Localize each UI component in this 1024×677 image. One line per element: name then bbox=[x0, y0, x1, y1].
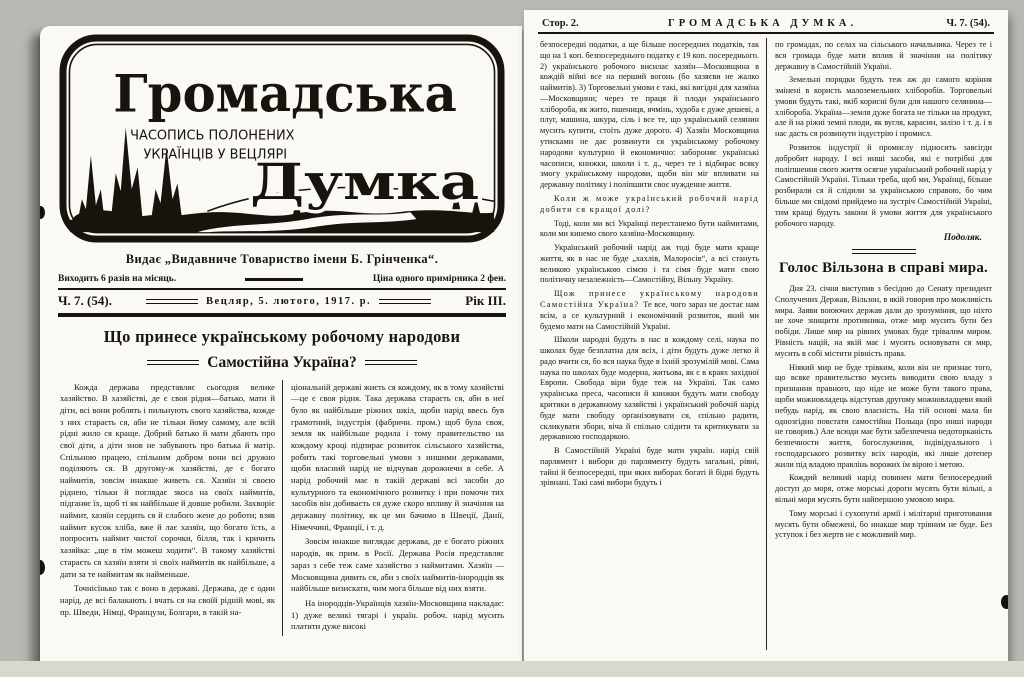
frequency-label: Виходить 6 разів на місяць. bbox=[58, 274, 177, 285]
masthead-illustration bbox=[58, 34, 506, 245]
article-separator bbox=[852, 249, 916, 254]
issue-info-row bbox=[58, 274, 506, 288]
article2-title: Голос Вільзона в справі мира. bbox=[779, 259, 988, 276]
dateline: Вецляр, 5. лютого, 1917. р. bbox=[138, 296, 439, 307]
masthead-title-word1: Громадська bbox=[113, 63, 457, 125]
publisher-line: Видає „Видавниче Товариство імени Б. Грінченка“. bbox=[125, 252, 439, 267]
paragraph: Точнісїнько так є воно в державі. Держава, де є один нарід, де всі балакають і вчать ся на своїй рідній мові, як пр. Шведи, Німці, Французи, Болгари, в такій на- bbox=[60, 583, 275, 617]
author-signature: Подоляк. bbox=[943, 233, 982, 244]
paragraph: Ніякий мир не буде трівким, коли він не признає того, що всяке правительство мусить виводити свою владу з признання правного, що ніде не може бути такого права, щоби можновладець відступав другому можновладцеви який небудь нарід, як свою власність. На тій основі мала би однозгідно повстати самостійна Польща (про инші народи не говорив.) Але всюди має бути забезпечена недоторканість безпечности життя, богослуження, індівідуального і господарського розвитку всіх народів, які лише дотепер жили під владою правлінь ворожих їм вірою і метою. bbox=[775, 362, 992, 469]
paragraph: Український робочий нарід аж тоді буде мати краще життя, як в нас не буде „хахлів, Малоросів“, а всі стануть великою українською сімєю і та сімя буде мати свою політичну незалежність—Самостійну, Вільну Україну. bbox=[540, 243, 759, 285]
newspaper-page-1 bbox=[40, 26, 522, 663]
page2-column-1 bbox=[538, 38, 766, 650]
paragraph: Коли ж може український робочий нарід добити ся кращої долі? bbox=[540, 193, 759, 214]
paragraph: безпосередні податки, а ще більше посередних податків, так що на 1 коп. безпосереднього податку є 19 коп. посереднього. 2) українського робочого висилає хазяїн—Московщина в кождій війні все на перший вогонь (бо хазяєви не жалко наймитів). 3) Торговельні умови є такі, які вигідні для хазяїна—Московщини; через те праця й плоди українського хлібороба, як жито, пшениця, ячмінь, худоба є дуже дешеві, а плуг, машина, шкура, сіль і все те, що український селянин мусить купити, стоїть дуже дорого. 4) Хазяїн Московщина утисками не дає розвинути ся українському робочому народови культурно й економично: забороняє українські часописи, книжки, школи і т. д., через те і відбирає всяку змогу українському народови, щоби він міг впливати на державну політику і поліпшити своє нужденне життя. bbox=[540, 40, 759, 190]
paragraph: Зовсім инакше виглядає держава, де є богато ріжних народів, як прим. в Росії. Держава Росія представляє зараз з себе теж саме хазяйство з наймитами. Хазяїн — Московщина дивить ся, аби з своїх наймитів-інородців як найбільше визискати, чим мога більше від них взяти. bbox=[291, 536, 504, 594]
emphasized-lead: Щож принесе українському народови Самостійна Україна? bbox=[540, 289, 759, 309]
issue-number-label: Ч. 7. (54). bbox=[946, 18, 990, 29]
paragraph: На інородців-Українців хазяїн-Московщина накладає: 1) дуже великі тягарі і україн. робоч. нарід мусить платити дуже високі bbox=[291, 597, 504, 632]
ink-smudge bbox=[40, 206, 45, 219]
scanner-bed-strip bbox=[0, 661, 1024, 677]
page1-columns bbox=[58, 380, 506, 636]
paragraph: Кождий великий нарід повинен мати безпосередний доступ до моря, отже морські дороги мусять бути вільні, а вільні моря мусять бути найпершою умовою мира. bbox=[775, 473, 992, 504]
article2-body bbox=[775, 284, 992, 541]
decorative-dash bbox=[146, 299, 198, 304]
paragraph: Тоді, коли ми всі Українці перестанемо бути наймитами, коли ми кинемо свого хазяїна-Московщину. bbox=[540, 218, 759, 239]
issue-number: Ч. 7. (54). bbox=[58, 293, 112, 309]
ink-smudge bbox=[40, 560, 45, 575]
horizontal-rule-heavy bbox=[58, 313, 506, 317]
page1-column-2 bbox=[282, 380, 506, 636]
paragraph: Школи народні будуть в нас в кождому селі, наука по школах буде безплатна для всіх, і діти будуть дуже легко й радо вчити ся, бо вся наука буде в їхній зрозумілій мові. Сама наука по школах буде модерна, житьова, як є в краях західної Европи. Свобода віри буде теж на Україні. Так само українська преса, часописи й книжки будуть мати свободу критики в державному хазяйстві і український робочій нарід буде мати свободу орґанізовувати ся, спільно радити, скликувати збори, віча й спільно слідити та критикувати за державною господаркою. bbox=[540, 335, 759, 442]
price-label: Ціна одного примірника 2 фен. bbox=[372, 274, 506, 285]
article1-title-line1: Що принесе українському робочому народови bbox=[103, 326, 461, 346]
masthead-title-word2: Думка bbox=[250, 152, 480, 212]
masthead-subtitle-line2: УКРАЇНЦІВ У ВЕЦЛЯРІ bbox=[143, 147, 288, 163]
decorative-dash bbox=[147, 360, 199, 365]
paragraph: Тому морські і сухопутні армії і мілітарні приготовання мусять бути обмежені, бо инакше мир трівним не буде. Без уступок і без жертв не є можливий мир. bbox=[775, 508, 992, 540]
paragraph: Кожда держава представляє сьогодня велике хазяйство. В хазяйстві, де є своя рідня—батько, мати й діти, всі вони роблять і пильнують свого хазяйства, кожде з них стараєть ся, аби не тільки йому самому, але всій рідні жило ся краще. Добрий батько й мати дбають про свої діти, а діти знов не забувають про батька й матір. Спільною працею, спільним добром вони всі дружно поділяють ся. В другому-ж хазяйстві, де є богато наймитів, зовсім инакше живеть ся. Хазяїн зі своєю ріднею, тільки й поглядає зкоса на своїх наймитів, підганяє їх, щоб ті як найбільше й довше робили. Захворіє наймит, хазяїн сердить ся й слабого жене до роботи; взяв наймит кусок хліба, вже й лає хазяїн, що богато їсть, а попросить наймит чистої сорочки, білля, так і кричить хазяйка: „ще в тім можеш ходити“. В такому хазяйстві стараєть ся хазяїн взяти зі своїх наймитів як найбільше, а дати за те наймитам як найменьше. bbox=[60, 381, 275, 579]
paper-name-label: ГРОМАДСЬКА ДУМКА. bbox=[668, 18, 858, 29]
paragraph: Розвиток індустрії й промислу підносить завсігди добробит народу. І всі инші засоби, які є потрібні для поліпшення свого життя осягне український робочий нарід у Самостійній Україні. Тільки треба, щоб ми, Українці, більше розбирали ся й слідили за українською справою, бо чим більше ми свідомі прийдемо на зустріч Самостійній Україні, тим кращі будуть закони й умови життя для українського робочого народу. bbox=[775, 143, 992, 228]
paragraph: по громадах, по селах на сільського начальника. Через те і вся громада буде мати вплив й значіння на політику державну в Самостійній Україні. bbox=[775, 40, 992, 71]
paragraph: Щож принесе українському народови Самостійна Україна? Те все, чого зараз не достає нам всім, а се культурний і економічний розвиток, який ми будемо мати на Самостійній Україні. bbox=[540, 289, 760, 331]
page2-column-2 bbox=[766, 38, 994, 650]
page2-columns bbox=[538, 38, 994, 650]
article1-ending bbox=[775, 40, 992, 229]
volume-label: Рік III. bbox=[465, 293, 506, 309]
page1-column-1 bbox=[58, 380, 282, 636]
horizontal-rule bbox=[538, 32, 994, 34]
newspaper-page-2 bbox=[524, 10, 1008, 663]
ink-smudge bbox=[1001, 595, 1008, 609]
paragraph: Дня 23. січня виступив з бесідою до Сенату президент Сполучених Держав, Вільзон, в якій говорив про можливість мира. Заяви воюючих держав дали до зрозуміння, що ніхто не хоче знищити противника, отже мир мусить бути без побіди. Лише мир на рівних умовах буде трівалим миром. Рівність націй, на якій має і мусить основувати ся мир, мусить в собі містити рівність права. bbox=[775, 284, 992, 358]
dateline-row bbox=[58, 290, 506, 312]
article1-title-line2: Самостійна Україна? bbox=[58, 354, 506, 372]
page-number-label: Стор. 2. bbox=[542, 18, 579, 29]
decorative-rule bbox=[245, 278, 303, 281]
paragraph: В Самостійній Україні буде мати україн. нарід свій парлямент і вибори до парляменту будуть загальні, рівні, тайні й безпосередні, при яких виборах богаті й бідні будуть зрівнані. Такі самі вибори будуть і bbox=[540, 446, 759, 488]
decorative-dash bbox=[379, 299, 431, 304]
decorative-dash bbox=[365, 360, 417, 365]
paragraph: ціональній державі жиєть ся кождому, як в тому хазяйстві—це є своя рідня. Така держава стараєть ся, аби в неї було як найбільше ріжних шкіл, щоби нарід ввесь був грамотний, індустрія (фабричн. пром.) щоб була своя, земля як найбільше родила і тому правительство на кождому кроці підпирає розвиток сільського хазяйства, робить такі торговельні умови з иншими державами, щоби власний нарід не відчував дорожнечи в себе. А нарід робочий має в такій державі всі засоби до культурного та економічного розвитку і при помочи тих засобів він добиваєть ся дуже скоро впливу й значіння на державну політику, як це ми бачимо в Швеції, Данії, Німеччині, Франції, і т. д. bbox=[291, 381, 504, 532]
masthead-subtitle-line1: ЧАСОПИСЬ ПОЛОНЕНИХ bbox=[130, 128, 295, 144]
page2-running-header bbox=[538, 16, 994, 32]
paragraph: Земельні порядки будуть теж аж до самого коріння змінені в користь малоземельних хліборобів. Торговельні умови будуть такі, якіб корисні були для нашого селянина—хлібороба. Україна—земля дуже богата не тільки на продукт, але й на ріжні земні плоди, як вугля, карасин, залізо і т. д. і в нас дасть ся розвинути індустрію і промисл. bbox=[775, 75, 992, 139]
